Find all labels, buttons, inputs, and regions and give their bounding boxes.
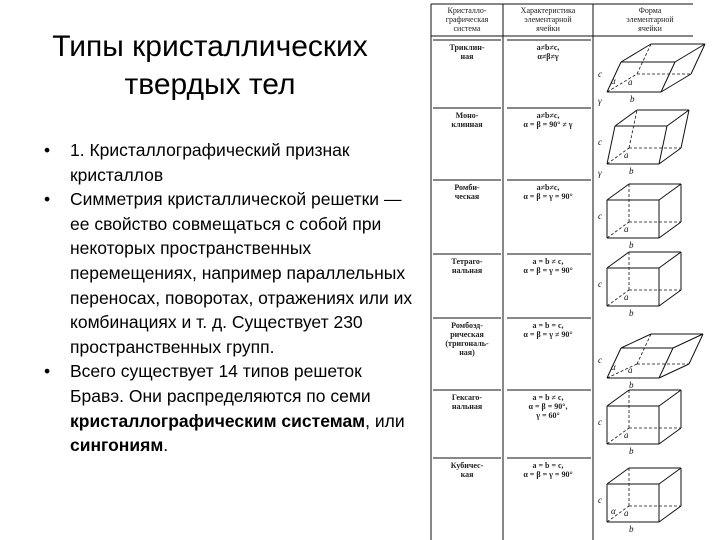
cell-edge [681, 110, 689, 148]
table-header-col2: элементарной [524, 15, 572, 24]
cell-parameters: a = b ≠ c, [532, 393, 564, 402]
axis-label-c: c [598, 211, 602, 221]
cell-parameters: a = b = c, [532, 461, 564, 470]
axis-label-b: b [629, 240, 634, 250]
axis-label-alpha: α [611, 76, 616, 86]
cell-edge [659, 348, 673, 378]
table-header-col1: система [453, 24, 481, 33]
bullet-dot: • [44, 140, 51, 160]
cell-edge [659, 506, 681, 522]
cell-parameters: α = β = γ = 90° [523, 470, 573, 479]
axis-label-a: a [628, 77, 633, 87]
unit-cell-shape [598, 110, 689, 178]
cell-parameters: α = β = γ ≠ 90° [523, 330, 573, 339]
axis-label-a: a [624, 508, 629, 518]
system-name: нальная [451, 402, 483, 411]
bullet-text: Всего существует 14 типов решеток Бравэ. Они распределяются по семи [70, 361, 371, 406]
bullet-list [44, 138, 419, 458]
axis-label-b: b [629, 166, 634, 176]
cell-edge [673, 334, 703, 348]
cell-edge [659, 184, 681, 200]
cell-parameters: α = β = 90° ≠ γ [523, 120, 573, 129]
cell-parameters: a = b = c, [532, 321, 564, 330]
system-name: Триклин- [449, 43, 485, 52]
axis-label-gamma: γ [598, 168, 602, 178]
table-header-col3: элементарной [626, 15, 674, 24]
axis-label-c: c [598, 355, 602, 365]
cell-edge [607, 390, 629, 406]
table-header-col3: Форма [638, 6, 662, 15]
table-header-col2: Характеристика [520, 6, 576, 15]
cell-edge [689, 334, 703, 364]
system-name: ческая [454, 192, 480, 201]
cell-parameters: α = β = γ = 90° [523, 266, 573, 275]
axis-label-c: c [598, 137, 602, 147]
cell-edge [659, 428, 681, 444]
cell-parameters: a≠b≠c, [536, 183, 560, 192]
axis-label-c: c [598, 417, 602, 427]
axis-label-b: b [629, 446, 634, 456]
axis-label-alpha: α [611, 362, 616, 372]
unit-cell-shape [598, 468, 681, 534]
bullet-dot: • [44, 361, 51, 382]
system-name: Гексаго- [451, 393, 483, 402]
system-name: ная [460, 52, 474, 61]
cell-edge [659, 252, 681, 268]
cell-edge [659, 126, 667, 164]
system-name: кая [460, 470, 474, 479]
cell-parameters: a≠b≠c, [536, 111, 560, 120]
axis-label-alpha: α [611, 506, 616, 516]
cell-edge [607, 184, 629, 200]
cell-edge [659, 290, 681, 306]
system-name: Моно- [455, 111, 479, 120]
axis-label-a: a [624, 150, 629, 160]
cell-edge [659, 390, 681, 406]
axis-label-gamma: γ [598, 96, 602, 106]
cell-parameters: γ = 60° [536, 411, 560, 420]
cell-parameters: a = b ≠ c, [532, 257, 564, 266]
cell-parameters: α≠β≠γ [537, 52, 559, 61]
bullet-item [44, 359, 419, 457]
system-name: Кубичес- [450, 461, 484, 470]
slide-title-line-1: Типы кристаллических [52, 30, 368, 63]
axis-label-a: a [624, 292, 629, 302]
system-name: нальная [451, 266, 483, 275]
system-name: (тригональ- [445, 339, 489, 348]
table-header [446, 6, 675, 33]
axis-label-b: b [630, 94, 635, 104]
unit-cell-shape [598, 184, 681, 250]
crystal-systems-table [425, 0, 720, 540]
axis-label-a: a [628, 365, 633, 375]
bullet-item [44, 138, 419, 187]
cell-edge [615, 110, 637, 126]
cell-hidden-edge [637, 334, 651, 364]
cell-edge [659, 468, 681, 484]
bullet-text: 1. Кристаллографический признак кристаллов [70, 140, 350, 185]
cell-edge [607, 468, 629, 484]
axis-label-b: b [629, 308, 634, 318]
cell-edge [659, 364, 689, 378]
unit-cell-shapes [598, 44, 705, 534]
axis-label-c: c [598, 69, 602, 79]
bullet-text: Симметрия кристаллической решетки — ее свойство совмещаться с собой при некоторых пространственных перемещениях, например параллельных переносах, поворотах, отражениях или их комбинациях и т. д. Существует 230 пространственных групп. [70, 189, 413, 357]
system-name: Ромбоэд- [451, 321, 483, 330]
unit-cell-shape [598, 334, 703, 390]
cell-edge [607, 126, 615, 164]
system-name: клинная [451, 120, 483, 129]
table-header-col2: ячейки [536, 24, 560, 33]
bullet-text: , или [365, 410, 405, 431]
bullet-dot: • [44, 189, 51, 210]
slide-title-line-2: твердых тел [124, 68, 296, 101]
table-header-col1: графическая [445, 15, 489, 24]
axis-label-b: b [629, 524, 634, 534]
system-name: рическая [450, 330, 484, 339]
bullet-item [44, 187, 419, 359]
axis-label-a: a [624, 224, 629, 234]
cell-parameters: α = β = 90°, [528, 402, 568, 411]
unit-cell-shape [598, 390, 681, 456]
axis-label-c: c [598, 495, 602, 505]
axis-label-a: a [624, 430, 629, 440]
table-header-col3: ячейки [638, 24, 662, 33]
slide-title [20, 28, 400, 104]
cell-edge [659, 222, 681, 238]
axis-label-b: b [629, 380, 634, 390]
cell-parameters: a≠b≠c, [536, 43, 560, 52]
table-header-col1: Кристалло- [447, 6, 487, 15]
bullet-bold-text: кристаллографическим системам [70, 410, 366, 431]
cell-edge [621, 44, 651, 62]
system-name: ная) [459, 348, 475, 357]
bullet-bold-text: сингониям [70, 435, 164, 456]
table-rows [433, 40, 591, 479]
unit-cell-shape [598, 44, 705, 106]
unit-cell-shape [598, 252, 681, 318]
bullet-text: . [163, 435, 169, 456]
cell-hidden-edge [629, 110, 637, 148]
system-name: Тетраго- [451, 257, 483, 266]
cell-parameters: α = β = γ = 90° [523, 192, 573, 201]
cell-edge [621, 334, 651, 348]
cell-edge [607, 252, 629, 268]
axis-label-c: c [598, 279, 602, 289]
system-name: Ромби- [454, 183, 480, 192]
